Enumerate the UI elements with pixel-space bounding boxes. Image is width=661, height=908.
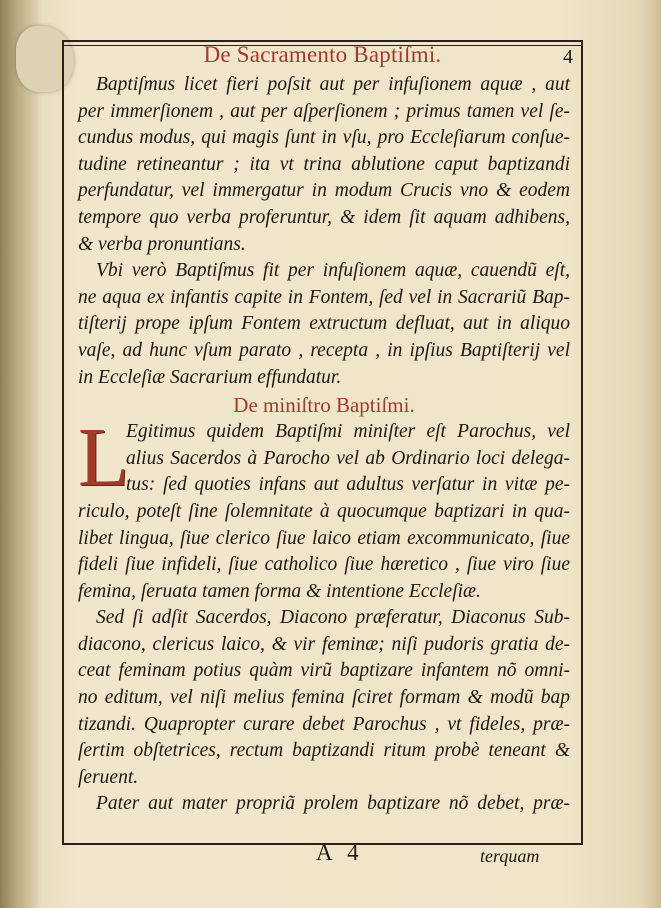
signature-mark: A 4 bbox=[316, 840, 364, 865]
paragraph-2 bbox=[78, 258, 570, 391]
paragraph-1 bbox=[78, 72, 570, 258]
text-line: Pater aut mater propriã prolem baptizare nõ debet, præ- bbox=[96, 793, 570, 815]
text-line: tempore quo verba proferuntur, & idem ſit aquam adhibens, bbox=[78, 206, 570, 228]
text-line: tus: ſed quoties infans aut adultus verſatur in vitæ pe- bbox=[126, 474, 570, 496]
binding-gutter bbox=[0, 0, 42, 908]
paragraph-5 bbox=[78, 791, 570, 818]
text-line: ſertim obſtetrices, rectum baptizandi ritum probè teneant & bbox=[78, 740, 570, 762]
text-line: Baptiſmus licet fieri poſsit aut per infuſionem aquæ , aut bbox=[96, 74, 570, 95]
paragraph-3 bbox=[78, 411, 570, 605]
text-line: ne aqua ex infantis capite in Fontem, ſed vel in Sacrariũ Bap- bbox=[78, 286, 570, 308]
text-line: perfundatur, vel immergatur in modum Crucis vno & eodem bbox=[78, 180, 570, 202]
running-title: De Sacramento Baptiſmi. bbox=[203, 42, 442, 67]
text-line: tizandi. Quapropter curare debet Parochus , vt fideles, præ- bbox=[78, 713, 570, 735]
text-line: cundus modus, qui magis ſunt in vſu, pro Eccleſiarum conſue- bbox=[78, 127, 570, 149]
text-line: Egitimus quidem Baptiſmi miniſter eſt Parochus, vel bbox=[126, 421, 570, 443]
text-line: Vbi verò Baptiſmus fit per infuſionem aquæ, cauendũ eſt, bbox=[96, 260, 570, 282]
text-line: per immerſionem , aut per aſperſionem ; primus tamen vel ſe- bbox=[78, 100, 570, 122]
page-text bbox=[78, 72, 570, 818]
text-line: & verba pronuntians. bbox=[78, 233, 246, 255]
text-line: femina, ſeruata tamen forma & intentione Eccleſiæ. bbox=[78, 580, 481, 602]
page-number: 4 bbox=[563, 46, 573, 68]
text-line: Sed ſi adſit Sacerdos, Diacono præferatur, Diaconus Sub- bbox=[96, 607, 570, 629]
text-line: no editum, vel niſi melius femina ſciret formam & modũ bap bbox=[78, 687, 570, 709]
text-line: tiſterij prope ipſum Fontem extructum defluat, aut in aliquo bbox=[78, 313, 570, 335]
text-line: libet lingua, ſiue clerico ſiue laico etiam excommunicato, ſiue bbox=[78, 527, 570, 549]
text-line: ceat feminam potius quàm virũ baptizare infantem nõ omni- bbox=[78, 660, 570, 682]
catchword: terquam bbox=[480, 846, 540, 866]
text-line: fideli ſiue infideli, ſiue catholico ſiue hæretico , ſiue viro ſiue bbox=[78, 554, 570, 576]
page-header bbox=[62, 38, 583, 70]
text-line: riculo, poteſt ſine ſolemnitate à quocumque baptizari in qua- bbox=[78, 500, 570, 522]
section-title: De miniſtro Baptiſmi. bbox=[233, 393, 415, 418]
paragraph-4 bbox=[78, 605, 570, 791]
drop-cap: L bbox=[78, 411, 130, 505]
text-line: alius Sacerdos à Parocho vel ab Ordinario loci delega- bbox=[126, 447, 570, 469]
text-line: in Eccleſiæ Sacrarium effundatur. bbox=[78, 366, 342, 388]
text-line: diacono, clericus laico, & vir feminæ; niſi pudoris gratia de- bbox=[78, 633, 570, 655]
text-line: ſeruent. bbox=[78, 766, 139, 788]
text-line: tudine retineantur ; ita vt trina ablutione caput baptizandi bbox=[78, 153, 570, 175]
text-line: vaſe, ad hunc vſum parato , recepta , in ipſius Baptiſterij vel bbox=[78, 339, 570, 361]
